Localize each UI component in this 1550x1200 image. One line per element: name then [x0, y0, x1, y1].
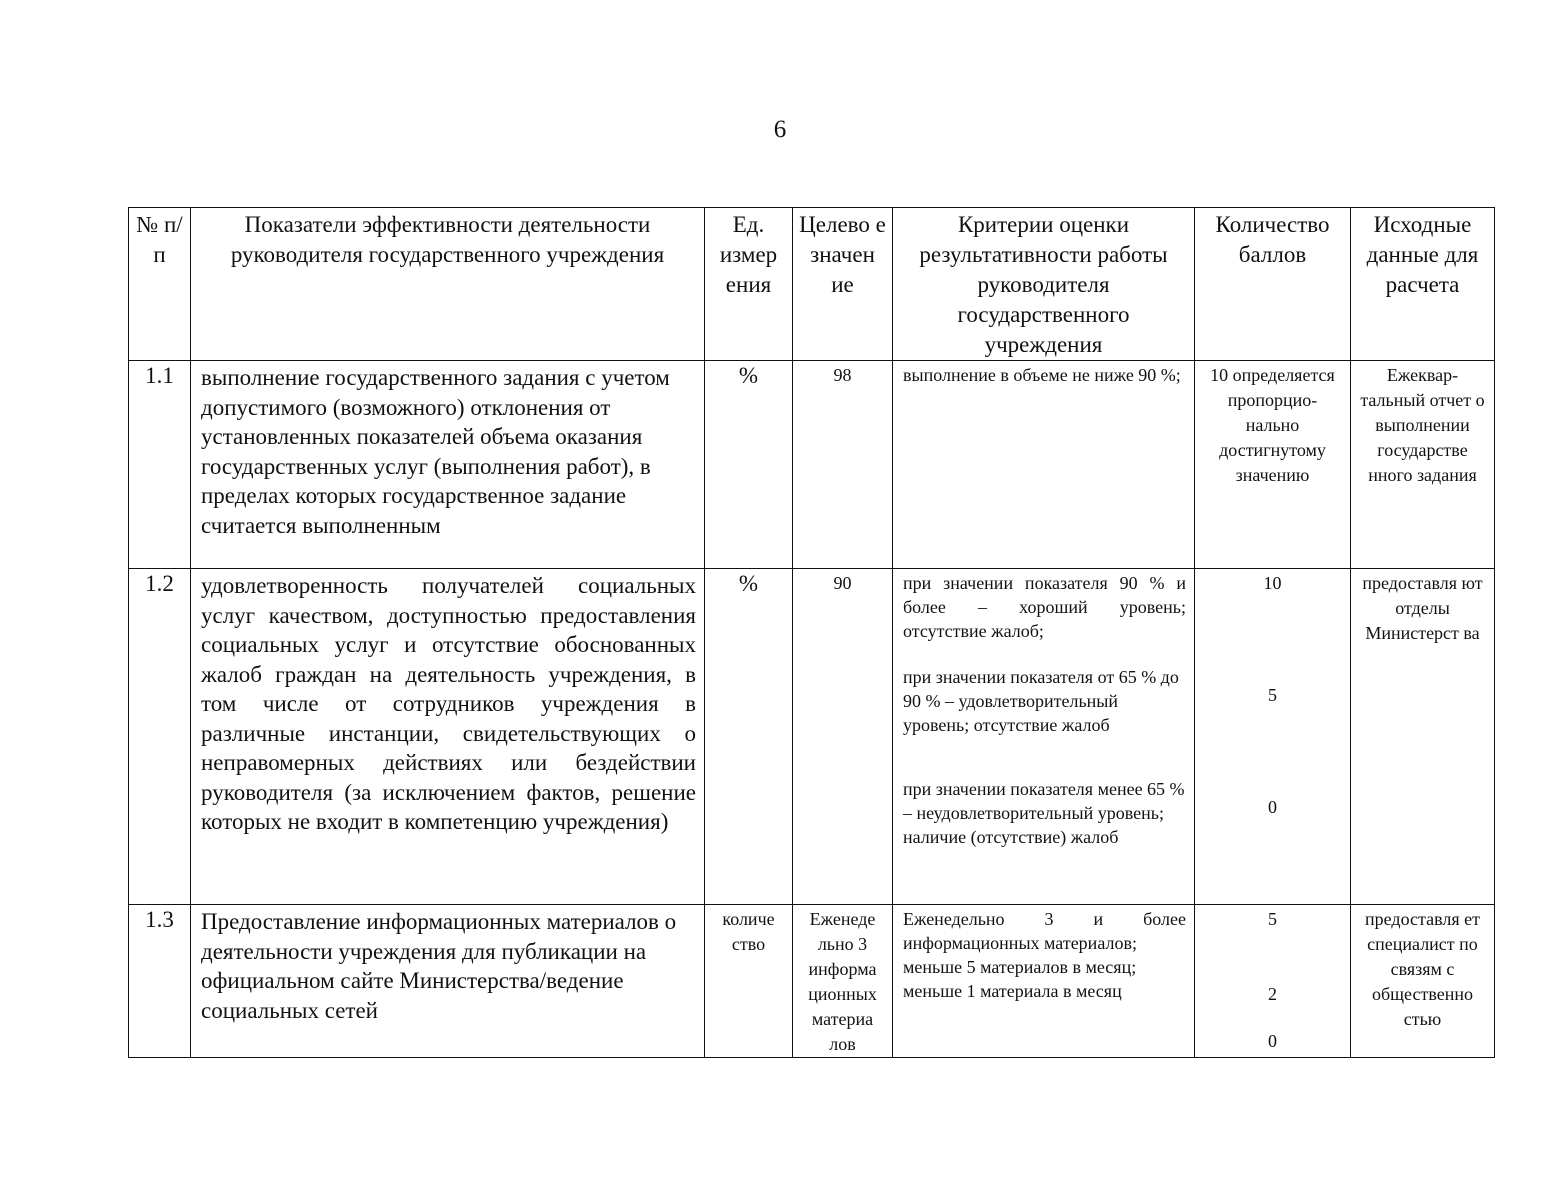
source-cell: Ежеквар-тальный отчет о выполнении государстве нного задания: [1351, 361, 1495, 569]
points-value: 5: [1268, 909, 1277, 929]
unit-cell: количе ство: [705, 905, 793, 1058]
indicator-text: выполнение государственного задания с учетом допустимого (возможного) отклонения от установленных показателей объема оказания государственных услуг (выполнения работ), в пределах которых государственное задание считается выполненным: [191, 361, 705, 569]
indicator-text: удовлетворенность получателей социальных услуг качеством, доступностью предоставления социальных услуг и отсутствие обоснованных жалоб граждан на деятельность учреждения, в том числе от сотрудников учреждения в различные инстанции, свидетельствующих о неправомерных действиях или бездействии руководителя (за исключением фактов, решение которых не входит в компетенцию учреждения): [191, 569, 705, 905]
header-source: Исходные данные для расчета: [1351, 208, 1495, 361]
target-cell: 98: [793, 361, 893, 569]
criteria-cell: [893, 569, 1195, 905]
criteria-item: при значении показателя от 65 % до 90 % – удовлетворительный уровень; отсутствие жалоб: [903, 667, 1179, 735]
indicator-text: Предоставление информационных материалов о деятельности учреждения для публикации на официальном сайте Министерства/ведение социальных сетей: [191, 905, 705, 1058]
points-value: 10 определяется пропорцио-нально достигнутому значению: [1210, 365, 1335, 485]
header-unit: Ед. измер ения: [705, 208, 793, 361]
points-value: 5: [1268, 685, 1277, 705]
source-cell: предоставля ет специалист по связям с общественно стью: [1351, 905, 1495, 1058]
table-row: [129, 361, 1495, 569]
header-points: Количество баллов: [1195, 208, 1351, 361]
target-cell: 90: [793, 569, 893, 905]
criteria-item: меньше 1 материала в месяц: [903, 981, 1122, 1001]
points-cell: [1195, 905, 1351, 1058]
row-number: 1.3: [129, 905, 191, 1058]
criteria-item: меньше 5 материалов в месяц;: [903, 957, 1137, 977]
criteria-item: Еженедельно 3 и более информационных материалов;: [903, 909, 1186, 953]
row-number: 1.2: [129, 569, 191, 905]
points-value: 0: [1268, 797, 1277, 817]
points-cell: [1195, 361, 1351, 569]
criteria-item: выполнение в объеме не ниже 90 %;: [903, 365, 1181, 385]
points-value: 10: [1263, 573, 1282, 593]
page-number: 6: [773, 116, 787, 143]
source-cell: предоставля ют отделы Министерст ва: [1351, 569, 1495, 905]
target-cell: Еженеде льно 3 информа ционных материа лов: [793, 905, 893, 1058]
criteria-item: при значении показателя менее 65 % – неудовлетворительный уровень; наличие (отсутствие) жалоб: [903, 779, 1185, 847]
points-value: 0: [1268, 1031, 1277, 1051]
criteria-cell: [893, 361, 1195, 569]
header-indicator: Показатели эффективности деятельности руководителя государственного учреждения: [191, 208, 705, 361]
points-value: 2: [1268, 984, 1277, 1004]
header-criteria: Критерии оценки результативности работы руководителя государственного учреждения: [893, 208, 1195, 361]
indicators-table: [128, 207, 1495, 1058]
header-num: № п/п: [129, 208, 191, 361]
criteria-item: при значении показателя 90 % и более – хороший уровень; отсутствие жалоб;: [903, 573, 1186, 641]
row-number: 1.1: [129, 361, 191, 569]
criteria-cell: [893, 905, 1195, 1058]
unit-cell: %: [705, 569, 793, 905]
table-row: [129, 905, 1495, 1058]
header-target: Целево е значен ие: [793, 208, 893, 361]
unit-cell: %: [705, 361, 793, 569]
points-cell: [1195, 569, 1351, 905]
table-header-row: [129, 208, 1495, 361]
table-row: [129, 569, 1495, 905]
